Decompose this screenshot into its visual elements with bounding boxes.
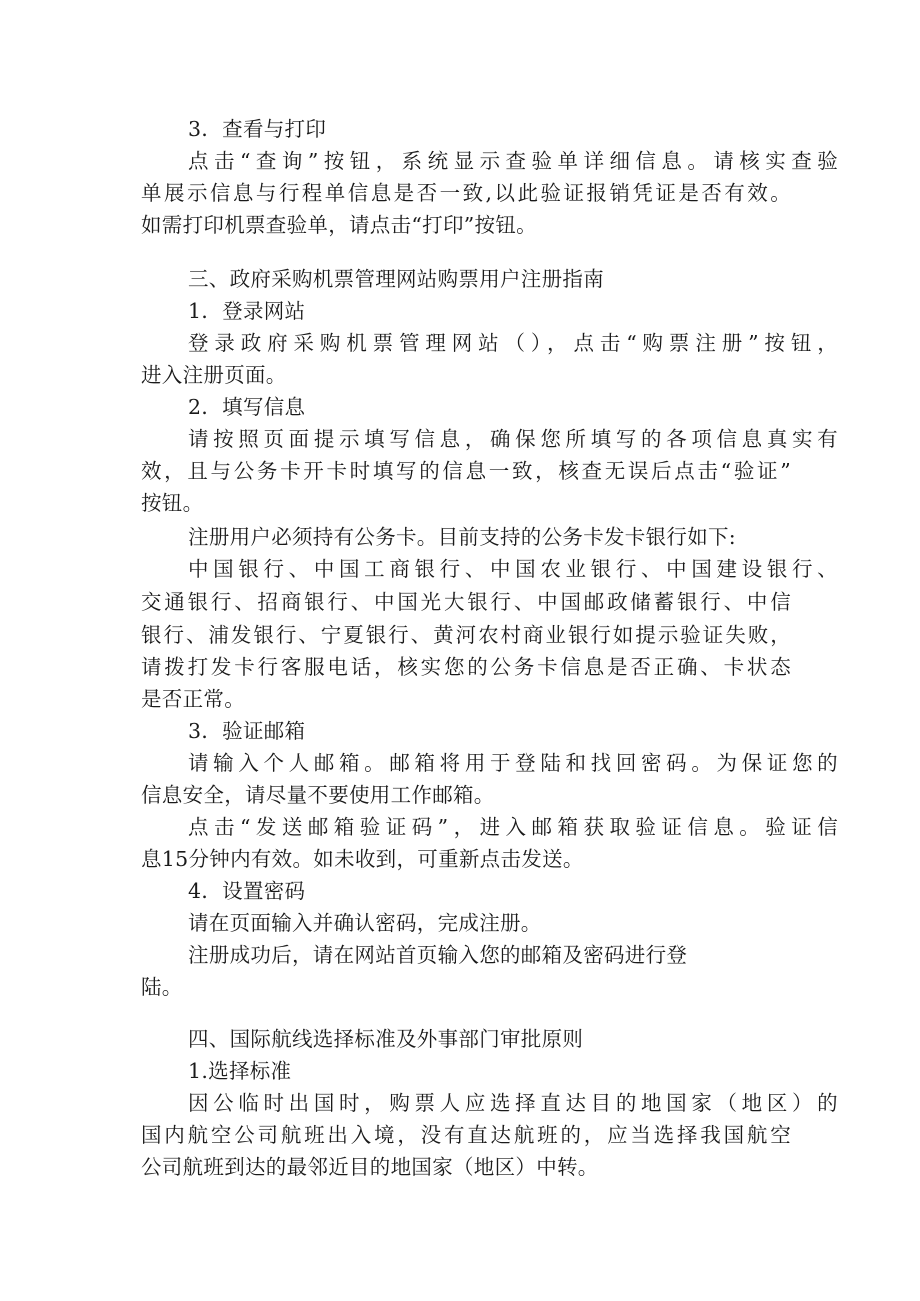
paragraph-line: 点击“发送邮箱验证码”，进入邮箱获取验证信息。验证信 <box>188 815 838 839</box>
paragraph-line: 注册成功后，请在网站首页输入您的邮箱及密码进行登 <box>188 943 688 967</box>
paragraph-line: 如需打印机票查验单，请点击“打印”按钮。 <box>141 213 537 237</box>
section-heading-view-print: 3．查看与打印 <box>188 117 327 141</box>
paragraph-line: 息15分钟内有效。如未收到，可重新点击发送。 <box>141 847 584 871</box>
paragraph-line: 请输入个人邮箱。邮箱将用于登陆和找回密码。为保证您的 <box>188 751 838 775</box>
paragraph-line: 请按照页面提示填写信息，确保您所填写的各项信息真实有 <box>188 427 838 451</box>
paragraph-line: 点击“查询”按钮，系统显示查验单详细信息。请核实查验 <box>188 149 838 173</box>
section-heading-fill-info: 2．填写信息 <box>188 395 306 419</box>
section-heading-set-password: 4．设置密码 <box>188 879 306 903</box>
paragraph-line: 请拨打发卡行客服电话，核实您的公务卡信息是否正确、卡状态 <box>141 655 791 679</box>
bank-list-line: 中国银行、中国工商银行、中国农业银行、中国建设银行、 <box>188 557 838 581</box>
paragraph-line: 效，且与公务卡开卡时填写的信息一致，核查无误后点击“验证” <box>141 459 791 483</box>
paragraph-line: 请在页面输入并确认密码，完成注册。 <box>188 911 542 935</box>
paragraph-line: 是否正常。 <box>141 687 245 711</box>
paragraph-line: 按钮。 <box>141 491 204 515</box>
section-heading-verify-email: 3．验证邮箱 <box>188 719 306 743</box>
part-title-international-routes: 四、国际航线选择标准及外事部门审批原则 <box>188 1027 584 1051</box>
bank-list-line: 交通银行、招商银行、中国光大银行、中国邮政储蓄银行、中信 <box>141 590 791 614</box>
section-heading-login: 1．登录网站 <box>188 299 306 323</box>
paragraph-line: 单展示信息与行程单信息是否一致,以此验证报销凭证是否有效。 <box>141 181 791 205</box>
paragraph-line: 国内航空公司航班出入境，没有直达航班的，应当选择我国航空 <box>141 1123 791 1147</box>
paragraph-line: 进入注册页面。 <box>141 363 287 387</box>
section-heading-selection-criteria: 1.选择标准 <box>188 1059 292 1083</box>
paragraph-line: 陆。 <box>141 975 183 999</box>
paragraph-line: 因公临时出国时，购票人应选择直达目的地国家（地区）的 <box>188 1091 838 1115</box>
part-title-registration-guide: 三、政府采购机票管理网站购票用户注册指南 <box>188 267 604 291</box>
bank-list-line: 银行、浦发银行、宁夏银行、黄河农村商业银行如提示验证失败， <box>141 623 791 647</box>
paragraph-line: 登录政府采购机票管理网站（），点击“购票注册”按钮， <box>188 331 838 355</box>
paragraph-line: 信息安全，请尽量不要使用工作邮箱。 <box>141 783 495 807</box>
paragraph-line: 公司航班到达的最邻近目的地国家（地区）中转。 <box>141 1155 599 1179</box>
paragraph-line: 注册用户必须持有公务卡。目前支持的公务卡发卡银行如下: <box>188 525 737 549</box>
